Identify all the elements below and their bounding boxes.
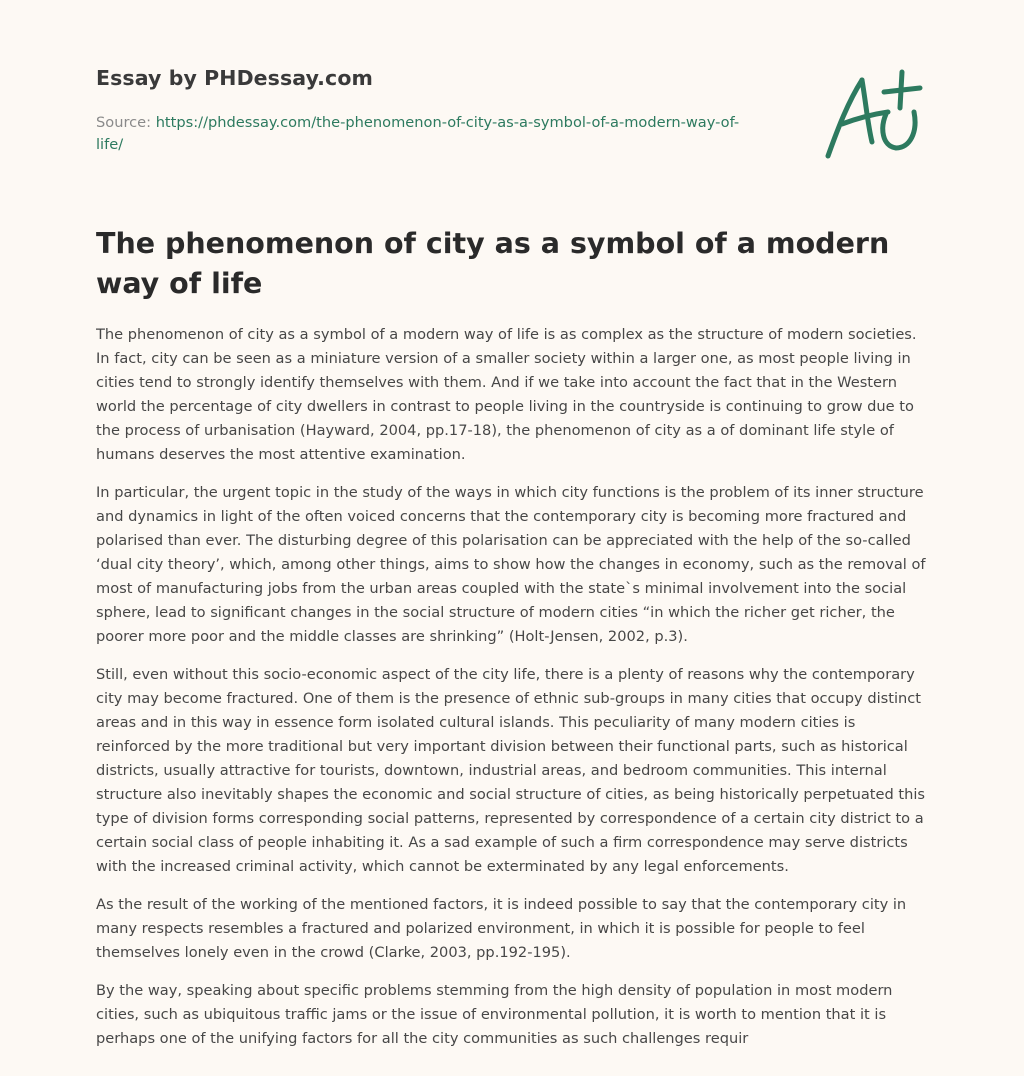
paragraph: By the way, speaking about specific problems stemming from the high density of population in most modern cities, such as ubiquitous traffic jams or the issue of environmental pollution, it is worth to mention that it is perhaps one of the unifying factors for all the city communities as such challenges requir <box>96 982 893 1047</box>
a-plus-grade-icon <box>822 68 924 164</box>
paragraph: The phenomenon of city as a symbol of a modern way of life is as complex as the structure of modern societies. In fact, city can be seen as a miniature version of a smaller society within a larger one, as most people living in cities tend to strongly identify themselves with them. And if we take into account the fact that in the Western world the percentage of city dwellers in contrast to people living in the countryside is continuing to grow due to the process of urbanisation (Hayward, 2004, pp.17-18), the phenomenon of city as a of dominant life style of humans deserves the most attentive examination. <box>96 326 917 463</box>
source-link[interactable]: https://phdessay.com/the-phenomenon-of-city-as-a-symbol-of-a-modern-way-of-life/ <box>96 114 740 153</box>
essay-title: The phenomenon of city as a symbol of a modern way of life <box>96 227 890 300</box>
paragraph: Still, even without this socio-economic aspect of the city life, there is a plenty of reasons why the contemporary city may become fractured. One of them is the presence of ethnic sub-groups in many cities that occupy distinct areas and in this way in essence form isolated cultural islands. This peculiarity of many modern cities is reinforced by the more traditional but very important division between their functional parts, such as historical districts, usually attractive for tourists, downtown, industrial areas, and bedroom communities. This internal structure also inevitably shapes the economic and social structure of cities, as being historically perpetuated this type of division forms corresponding social patterns, represented by correspondence of a certain city district to a certain social class of people inhabiting it. As a sad example of such a firm correspondence may serve districts with the increased criminal activity, which cannot be exterminated by any legal enforcements. <box>96 666 926 875</box>
source-label: Source: <box>96 114 152 131</box>
paragraph: In particular, the urgent topic in the study of the ways in which city functions is the problem of its inner structure and dynamics in light of the often voiced concerns that the contemporary city is becoming more fractured and polarised than ever. The disturbing degree of this polarisation can be appreciated with the help of the so-called ‘dual city theory’, which, among other things, aims to show how the changes in economy, such as the removal of most of manufacturing jobs from the urban areas coupled with the state`s minimal involvement into the social sphere, lead to significant changes in the social structure of modern cities “in which the richer get richer, the poorer more poor and the middle classes are shrinking” (Holt-Jensen, 2002, p.3). <box>96 484 926 645</box>
essay-body <box>96 323 928 1063</box>
site-brand: Essay by PHDessay.com <box>96 66 373 90</box>
source-line <box>96 112 756 156</box>
paragraph: As the result of the working of the mentioned factors, it is indeed possible to say that the contemporary city in many respects resembles a fractured and polarized environment, in which it is possible for people to feel themselves lonely even in the crowd (Clarke, 2003, pp.192-195). <box>96 896 907 961</box>
